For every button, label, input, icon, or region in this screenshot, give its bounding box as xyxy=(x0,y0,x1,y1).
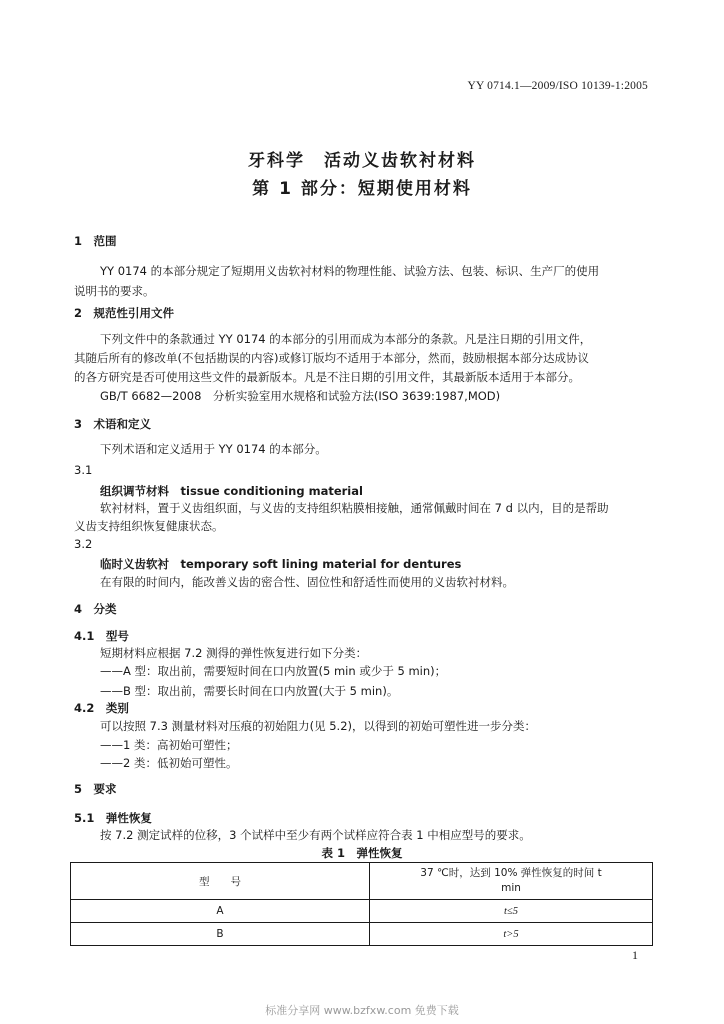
term-3-2: 临时义齿软衬 temporary soft lining material for dentures xyxy=(100,557,462,571)
table-row xyxy=(71,900,653,923)
table-cell-type: B xyxy=(71,923,370,946)
standard-number: YY 0714.1—2009/ISO 10139-1:2005 xyxy=(467,80,648,92)
class-2-item: ——2 类：低初始可塑性。 xyxy=(100,756,238,770)
section-2-text-2: 其随后所有的修改单(不包括勘误的内容)或修订版均不适用于本部分，然而，鼓励根据本部分达成协议 xyxy=(74,351,589,365)
type-a-item: ——A 型：取出前，需要短时间在口内放置(5 min 或少于 5 min)； xyxy=(100,664,447,678)
clause-3-1-number: 3.1 xyxy=(74,463,93,477)
document-title-line2: 第 1 部分：短期使用材料 xyxy=(252,179,472,199)
table-cell-value: t≤5 xyxy=(370,900,653,923)
section-2-heading: 2 规范性引用文件 xyxy=(74,306,175,320)
term-3-1: 组织调节材料 tissue conditioning material xyxy=(100,484,363,498)
clause-5-1-text: 按 7.2 测定试样的位移，3 个试样中至少有两个试样应符合表 1 中相应型号的要求。 xyxy=(100,828,531,842)
table-caption: 表 1 弹性恢复 xyxy=(321,846,403,860)
watermark-text: 标准分享网 www.bzfxw.com 免费下载 xyxy=(265,1004,459,1017)
clause-4-1-text: 短期材料应根据 7.2 测得的弹性恢复进行如下分类： xyxy=(100,646,368,660)
document-title-line1: 牙科学 活动义齿软衬材料 xyxy=(248,151,476,171)
table-cell-type: A xyxy=(71,900,370,923)
section-1-text-2: 说明书的要求。 xyxy=(74,284,155,298)
elastic-recovery-table xyxy=(70,862,653,946)
page-number: 1 xyxy=(632,948,638,962)
clause-4-1-heading: 4.1 型号 xyxy=(74,629,129,643)
definition-3-1-line1: 软衬材料，置于义齿组织面，与义齿的支持组织粘膜相接触，通常佩戴时间在 7 d 以内，目的是帮助 xyxy=(100,501,609,515)
definition-3-2: 在有限的时间内，能改善义齿的密合性、固位性和舒适性而使用的义齿软衬材料。 xyxy=(100,575,514,589)
table-row xyxy=(71,923,653,946)
type-b-item: ——B 型：取出前，需要长时间在口内放置(大于 5 min)。 xyxy=(100,684,399,698)
clause-4-2-heading: 4.2 类别 xyxy=(74,701,129,715)
section-2-text-3: 的各方研究是否可使用这些文件的最新版本。凡是不注日期的引用文件，其最新版本适用于本部分。 xyxy=(74,370,580,384)
section-1-heading: 1 范围 xyxy=(74,234,117,248)
section-3-intro: 下列术语和定义适用于 YY 0174 的本部分。 xyxy=(100,442,327,456)
clause-3-2-number: 3.2 xyxy=(74,537,93,551)
normative-reference: GB/T 6682—2008 分析实验室用水规格和试验方法(ISO 3639:1987,MOD) xyxy=(100,389,501,403)
section-2-text-1: 下列文件中的条款通过 YY 0174 的本部分的引用而成为本部分的条款。凡是注日期的引用文件， xyxy=(100,332,592,346)
section-4-heading: 4 分类 xyxy=(74,602,117,616)
clause-4-2-text: 可以按照 7.3 测量材料对压痕的初始阻力(见 5.2)，以得到的初始可塑性进一步分类： xyxy=(100,719,537,733)
definition-3-1-line2: 义齿支持组织恢复健康状态。 xyxy=(74,519,224,533)
section-5-heading: 5 要求 xyxy=(74,782,117,796)
table-header-time-label: 37 ℃时，达到 10% 弹性恢复的时间 t xyxy=(420,867,602,879)
table-header-row xyxy=(71,863,653,900)
class-1-item: ——1 类：高初始可塑性； xyxy=(100,738,238,752)
section-3-heading: 3 术语和定义 xyxy=(74,417,152,431)
table-header-time-unit: min xyxy=(501,882,521,894)
section-1-text-1: YY 0174 的本部分规定了短期用义齿软衬材料的物理性能、试验方法、包装、标识、生产厂的使用 xyxy=(100,264,600,278)
clause-5-1-heading: 5.1 弹性恢复 xyxy=(74,811,152,825)
table-header-type: 型 号 xyxy=(71,863,370,900)
table-header-time xyxy=(370,863,653,900)
table-cell-value: t>5 xyxy=(370,923,653,946)
